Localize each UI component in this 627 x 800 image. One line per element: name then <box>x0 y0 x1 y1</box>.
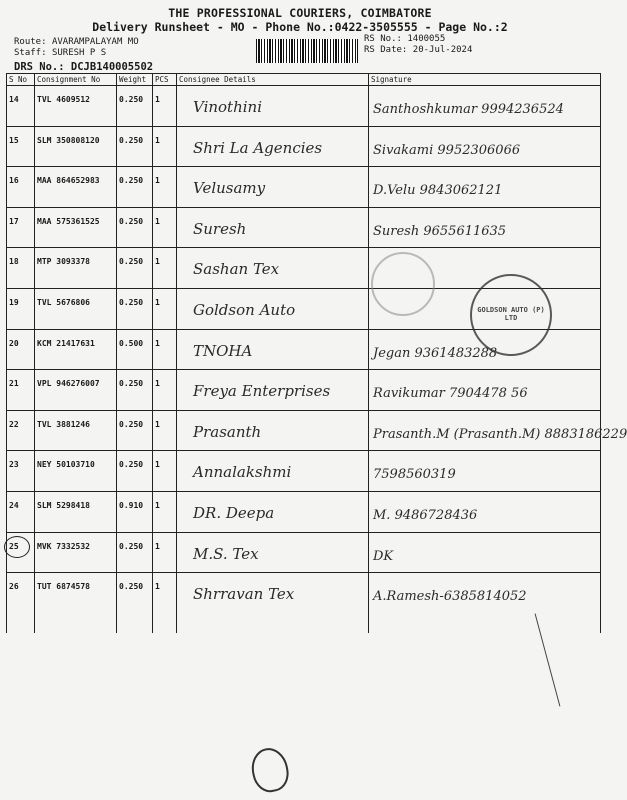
cell-signature <box>369 451 601 492</box>
cell-pcs: 1 <box>153 329 177 370</box>
col-header-sno: S No <box>7 74 35 86</box>
cell-weight: 0.250 <box>117 167 153 208</box>
cell-weight: 0.250 <box>117 573 153 633</box>
rs-no-label: RS No.: <box>364 34 402 44</box>
col-header-consignment: Consignment No <box>35 74 117 86</box>
cell-consignment-no: VPL 946276007 <box>35 370 117 411</box>
cell-pcs: 1 <box>153 573 177 633</box>
cell-consignment-no: MTP 3093378 <box>35 248 117 289</box>
rs-date-line <box>364 45 472 55</box>
cell-sno: 16 <box>7 167 35 208</box>
cell-consignee-details <box>177 167 369 208</box>
cell-consignee-details <box>177 573 369 633</box>
cell-sno: 22 <box>7 410 35 451</box>
cell-pcs: 1 <box>153 288 177 329</box>
signature-handwriting: Jegan 9361483288 <box>373 345 498 361</box>
table-row <box>7 410 601 451</box>
consignee-handwriting: Freya Enterprises <box>193 382 331 401</box>
cell-pcs: 1 <box>153 491 177 532</box>
cell-sno: 26 <box>7 573 35 633</box>
cell-consignee-details <box>177 410 369 451</box>
col-header-pcs: PCS <box>153 74 177 86</box>
route-line <box>14 37 139 47</box>
cell-signature <box>369 532 601 573</box>
cell-consignment-no: MAA 575361525 <box>35 207 117 248</box>
signature-handwriting: Prasanth.M (Prasanth.M) 8883186229 <box>373 426 627 442</box>
signature-handwriting: A.Ramesh-6385814052 <box>373 589 527 605</box>
cell-consignment-no: SLM 350808120 <box>35 126 117 167</box>
rs-date-label: RS Date: <box>364 45 408 55</box>
col-header-signature: Signature <box>369 74 601 86</box>
consignee-handwriting: Vinothini <box>193 98 263 116</box>
cell-weight: 0.250 <box>117 126 153 167</box>
col-header-weight: Weight <box>117 74 153 86</box>
consignee-handwriting: TNOHA <box>193 341 253 360</box>
row-25-circle-mark <box>4 536 30 558</box>
cell-pcs: 1 <box>153 451 177 492</box>
consignee-handwriting: DR. Deepa <box>193 503 275 522</box>
staff-label: Staff: <box>14 48 47 58</box>
cell-consignment-no: MAA 864652983 <box>35 167 117 208</box>
cell-consignee-details <box>177 451 369 492</box>
cell-consignee-details <box>177 370 369 411</box>
cell-consignee-details <box>177 207 369 248</box>
cell-weight: 0.250 <box>117 451 153 492</box>
cell-signature <box>369 167 601 208</box>
signature-handwriting: M. 9486728436 <box>373 507 478 523</box>
cell-sno: 15 <box>7 126 35 167</box>
table-header-row <box>7 74 601 86</box>
cell-weight: 0.500 <box>117 329 153 370</box>
signature-handwriting: Suresh 9655611635 <box>373 223 507 239</box>
consignee-handwriting: Velusamy <box>193 179 266 198</box>
cell-consignee-details <box>177 491 369 532</box>
cell-consignment-no: TVL 3881246 <box>35 410 117 451</box>
cell-weight: 0.250 <box>117 532 153 573</box>
cell-sno: 19 <box>7 288 35 329</box>
cell-sno: 25 <box>7 532 35 573</box>
consignee-handwriting: Shri La Agencies <box>193 138 323 157</box>
cell-consignment-no: MVK 7332532 <box>35 532 117 573</box>
cell-signature <box>369 410 627 451</box>
staff-value: SURESH P S <box>51 48 107 58</box>
cell-pcs: 1 <box>153 532 177 573</box>
table-row <box>7 451 601 492</box>
barcode <box>256 39 358 63</box>
drs-line <box>14 61 153 73</box>
col-header-consignee: Consignee Details <box>177 74 369 86</box>
company-stamp: GOLDSON AUTO (P) LTD <box>470 274 552 356</box>
cell-weight: 0.250 <box>117 370 153 411</box>
table-body <box>7 86 627 633</box>
table-row <box>7 167 601 208</box>
signature-handwriting: Ravikumar 7904478 56 <box>373 386 528 402</box>
cell-consignee-details <box>177 288 369 329</box>
drs-label: DRS No.: <box>14 61 65 73</box>
cell-sno: 24 <box>7 491 35 532</box>
cell-pcs: 1 <box>153 86 177 127</box>
table-row <box>7 370 601 411</box>
consignee-handwriting: Goldson Auto <box>193 300 296 319</box>
cell-signature <box>369 86 601 127</box>
cell-consignee-details <box>177 86 369 127</box>
signature-handwriting: D.Velu 9843062121 <box>373 183 503 199</box>
consignee-handwriting: M.S. Tex <box>193 544 259 563</box>
signature-handwriting: DK <box>373 548 394 564</box>
bottom-pen-scrawl <box>248 745 292 796</box>
cell-consignment-no: NEY 50103710 <box>35 451 117 492</box>
table-row <box>7 207 601 248</box>
table-row <box>7 532 601 573</box>
cell-sno: 14 <box>7 86 35 127</box>
cell-consignee-details <box>177 248 369 289</box>
cell-consignee-details <box>177 532 369 573</box>
route-label: Route: <box>14 37 47 47</box>
table-row <box>7 126 601 167</box>
consignee-handwriting: Shrravan Tex <box>193 585 295 604</box>
consignee-handwriting: Prasanth <box>193 422 262 441</box>
signature-handwriting: Sivakami 9952306066 <box>373 142 521 158</box>
cell-sno: 21 <box>7 370 35 411</box>
cell-sno: 20 <box>7 329 35 370</box>
cell-weight: 0.250 <box>117 248 153 289</box>
cell-consignment-no: KCM 21417631 <box>35 329 117 370</box>
signature-handwriting: Santhoshkumar 9994236524 <box>373 102 564 117</box>
cell-signature <box>369 491 601 532</box>
cell-signature <box>369 207 601 248</box>
cell-sno: 18 <box>7 248 35 289</box>
consignee-handwriting: Suresh <box>193 219 247 238</box>
table-row <box>7 573 601 633</box>
drs-value: DCJB140005502 <box>70 61 154 73</box>
table-row <box>7 491 601 532</box>
cell-pcs: 1 <box>153 410 177 451</box>
cell-pcs: 1 <box>153 167 177 208</box>
cell-signature <box>369 370 601 411</box>
cell-weight: 0.250 <box>117 288 153 329</box>
cell-weight: 0.910 <box>117 491 153 532</box>
consignee-handwriting: Annalakshmi <box>193 463 292 482</box>
cell-consignment-no: TVL 4609512 <box>35 86 117 127</box>
company-name: THE PROFESSIONAL COURIERS, COIMBATORE <box>168 6 432 20</box>
cell-sno: 17 <box>7 207 35 248</box>
table-row <box>7 86 601 127</box>
cell-sno: 23 <box>7 451 35 492</box>
faded-stamp <box>371 252 435 316</box>
cell-consignee-details <box>177 329 369 370</box>
signature-handwriting: 7598560319 <box>373 467 456 483</box>
rs-no-value: 1400055 <box>407 34 446 44</box>
rs-no-line <box>364 34 445 44</box>
cell-consignment-no: SLM 5298418 <box>35 491 117 532</box>
runsheet-title: Delivery Runsheet - MO - Phone No.:0422-3505555 - Page No.:2 <box>92 20 508 34</box>
cell-signature <box>369 126 601 167</box>
cell-weight: 0.250 <box>117 207 153 248</box>
route-value: AVARAMPALAYAM MO <box>51 37 139 47</box>
cell-weight: 0.250 <box>117 410 153 451</box>
cell-weight: 0.250 <box>117 86 153 127</box>
cell-pcs: 1 <box>153 370 177 411</box>
consignee-handwriting: Sashan Tex <box>193 260 280 279</box>
staff-line <box>14 48 106 58</box>
cell-consignee-details <box>177 126 369 167</box>
cell-pcs: 1 <box>153 126 177 167</box>
cell-consignment-no: TVL 5676806 <box>35 288 117 329</box>
rs-date-value: 20-Jul-2024 <box>412 45 473 55</box>
cell-signature <box>369 573 601 633</box>
cell-consignment-no: TUT 6874578 <box>35 573 117 633</box>
cell-pcs: 1 <box>153 207 177 248</box>
cell-pcs: 1 <box>153 248 177 289</box>
